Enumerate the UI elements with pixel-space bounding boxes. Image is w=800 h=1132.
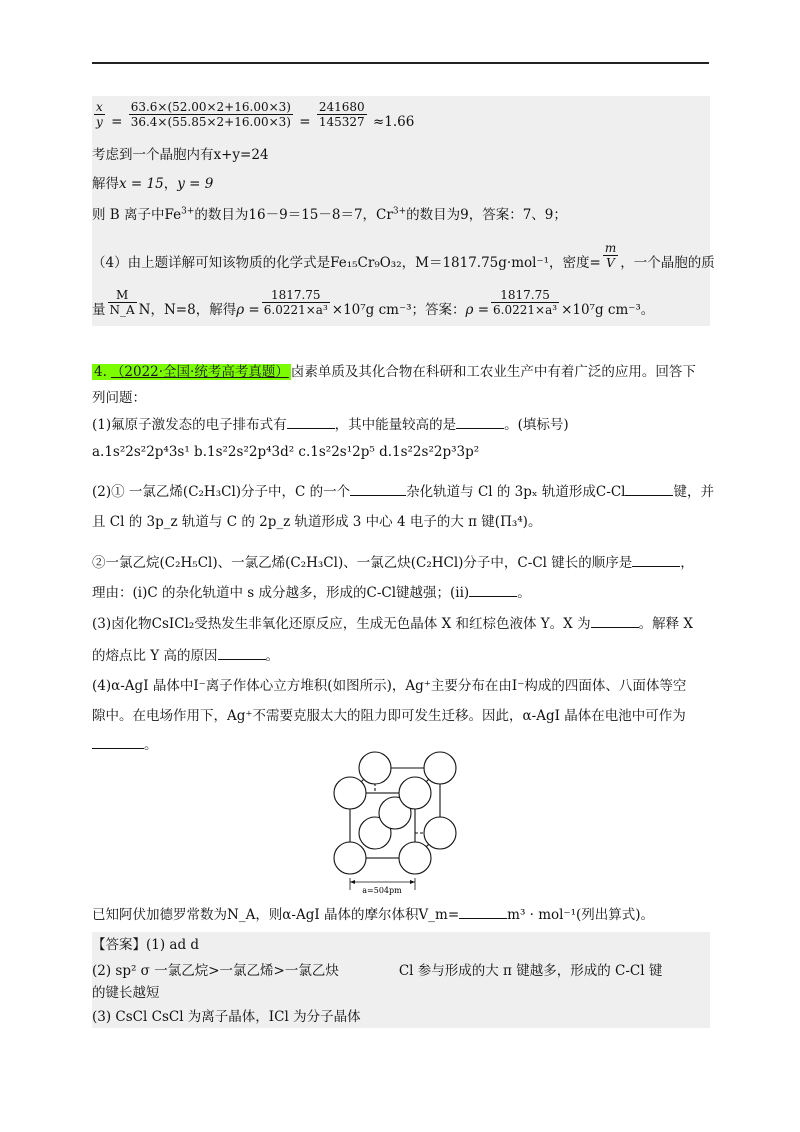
- q4-line: (4)α-AgI 晶体中I⁻离子作体心立方堆积(如图所示)，Ag⁺主要分布在由I⁻构成的四面体、八面体等空: [92, 678, 687, 694]
- q2a-line: (2)① 一氯乙烯(C₂H₃Cl)分子中，C 的一个 杂化轨道与 Cl 的 3pₓ 轨道形成C-Cl 键，并: [92, 481, 714, 501]
- q1-options: a.1s²2s²2p⁴3s¹ b.1s²2s²2p⁴3d² c.1s²2s¹2p⁵ d.1s²2s²2p³3p²: [92, 444, 480, 460]
- atom-back-top-right: [424, 752, 456, 784]
- solution-line-5: （4）由上题详解可知该物质的化学式是Fe₁₅Cr₉O₃₂，M＝1817.75g·mol⁻¹，密度= $\frac{m}{V}$ ，一个晶胞的质: [92, 241, 715, 271]
- header-rule: [92, 62, 709, 64]
- solution-line-6: 量 $\frac{M}{N\_A}$ N，N=8，解得ρ = $\frac{1817.75}{\text{6.0221×a³}}$ ×10⁷g cm⁻³；答案：ρ = $\frac{1817.75}{\text{6.0221×a³}}$ ×10⁷g cm⁻³。: [92, 288, 655, 318]
- atom-back-top-left: [359, 752, 391, 784]
- atom-front-bottom-right: [399, 842, 431, 874]
- ratio-frac2: $\frac{241680}{145327}$: [318, 100, 365, 129]
- q2b-line: 且 Cl 的 3p_z 轨道与 C 的 2p_z 轨道形成 3 中心 4 电子的大 π 键(Π₃⁴)。: [92, 514, 542, 530]
- atom-front-bottom-left: [334, 842, 366, 874]
- ratio-frac1: $\frac{63.6\times(52.00\times 2+16.00\times 3)}{36.4\times(55.85\times 2+16.00\times 3)}$: [130, 100, 291, 129]
- atom-front-top-right: [399, 777, 431, 809]
- question-4-stem: 4. （2022·全国·统考高考真题） 卤素单质及其化合物在科研和工农业生产中有着广泛的应用。回答下: [94, 364, 696, 380]
- question-number-highlight: 4.: [94, 364, 107, 380]
- q4d-line: 已知阿伏加德罗常数为N_A，则α-AgI 晶体的摩尔体积V_m= m³ · mol⁻¹(列出算式)。: [92, 904, 654, 924]
- bcc-unit-cell-figure: [330, 748, 470, 896]
- answer-line-3: (3) CsCl CsCl 为离子晶体，ICl 为分子晶体: [92, 1009, 361, 1025]
- figure-label: a=504pm: [362, 886, 402, 895]
- atom-back-bottom-right: [424, 817, 456, 849]
- q3-line: (3)卤化物CsICl₂受热发生非氧化还原反应，生成无色晶体 X 和红棕色液体 Y。X 为 。解释 X: [92, 613, 693, 633]
- question-4-stem-2: 列问题：: [92, 390, 146, 406]
- q2c-line: ②一氯乙烷(C₂H₅Cl)、一氯乙烯(C₂H₃Cl)、一氯乙炔(C₂HCl)分子中，C-Cl 键长的顺序是 ，: [92, 552, 694, 572]
- q2d-line: 理由：(i)C 的杂化轨道中 s 成分越多，形成的C-Cl键越强；(ii) 。: [92, 582, 531, 602]
- q1-line: (1)氟原子激发态的电子排布式有 ，其中能量较高的是 。(填标号): [92, 414, 569, 434]
- answer-line-2: (2) sp² σ 一氯乙烷>一氯乙烯>一氯乙炔 Cl 参与形成的大 π 键越多，形成的 C-Cl 键: [92, 963, 663, 979]
- atom-front-top-left: [334, 777, 366, 809]
- ratio-line: $\frac{x}{y}$ = $\frac{63.6\times(52.00\times 2+16.00\times 3)}{36.4\times(55.85\times 2+16.00\times 3)}$ = $\frac{241680}{145327}$ ≈1.66: [96, 100, 415, 130]
- ratio-xy: $\frac{x}{y}$: [96, 100, 103, 129]
- answer-line-1: 【答案】(1) ad d: [92, 937, 200, 953]
- q4c-line: 。: [92, 734, 158, 754]
- solution-line-3: 解得x = 15，y = 9: [92, 176, 214, 192]
- solution-line-4: 则 B 离子中$Fe^{3+}$的数目为16－9＝15－8＝7，$Cr^{3+}$的数目为9，答案：7、9；: [92, 206, 567, 223]
- q4b-line: 隙中。在电场作用下，Ag⁺不需要克服太大的阻力即可发生迁移。因此，α-AgI 晶体在电池中可作为: [92, 708, 686, 724]
- q3b-line: 的熔点比 Y 高的原因 。: [92, 645, 279, 665]
- answer-line-2b: 的键长越短: [92, 985, 160, 1001]
- solution-line-2: 考虑到一个晶胞内有x+y=24: [92, 147, 269, 163]
- question-source-highlight: （2022·全国·统考高考真题）: [110, 364, 289, 380]
